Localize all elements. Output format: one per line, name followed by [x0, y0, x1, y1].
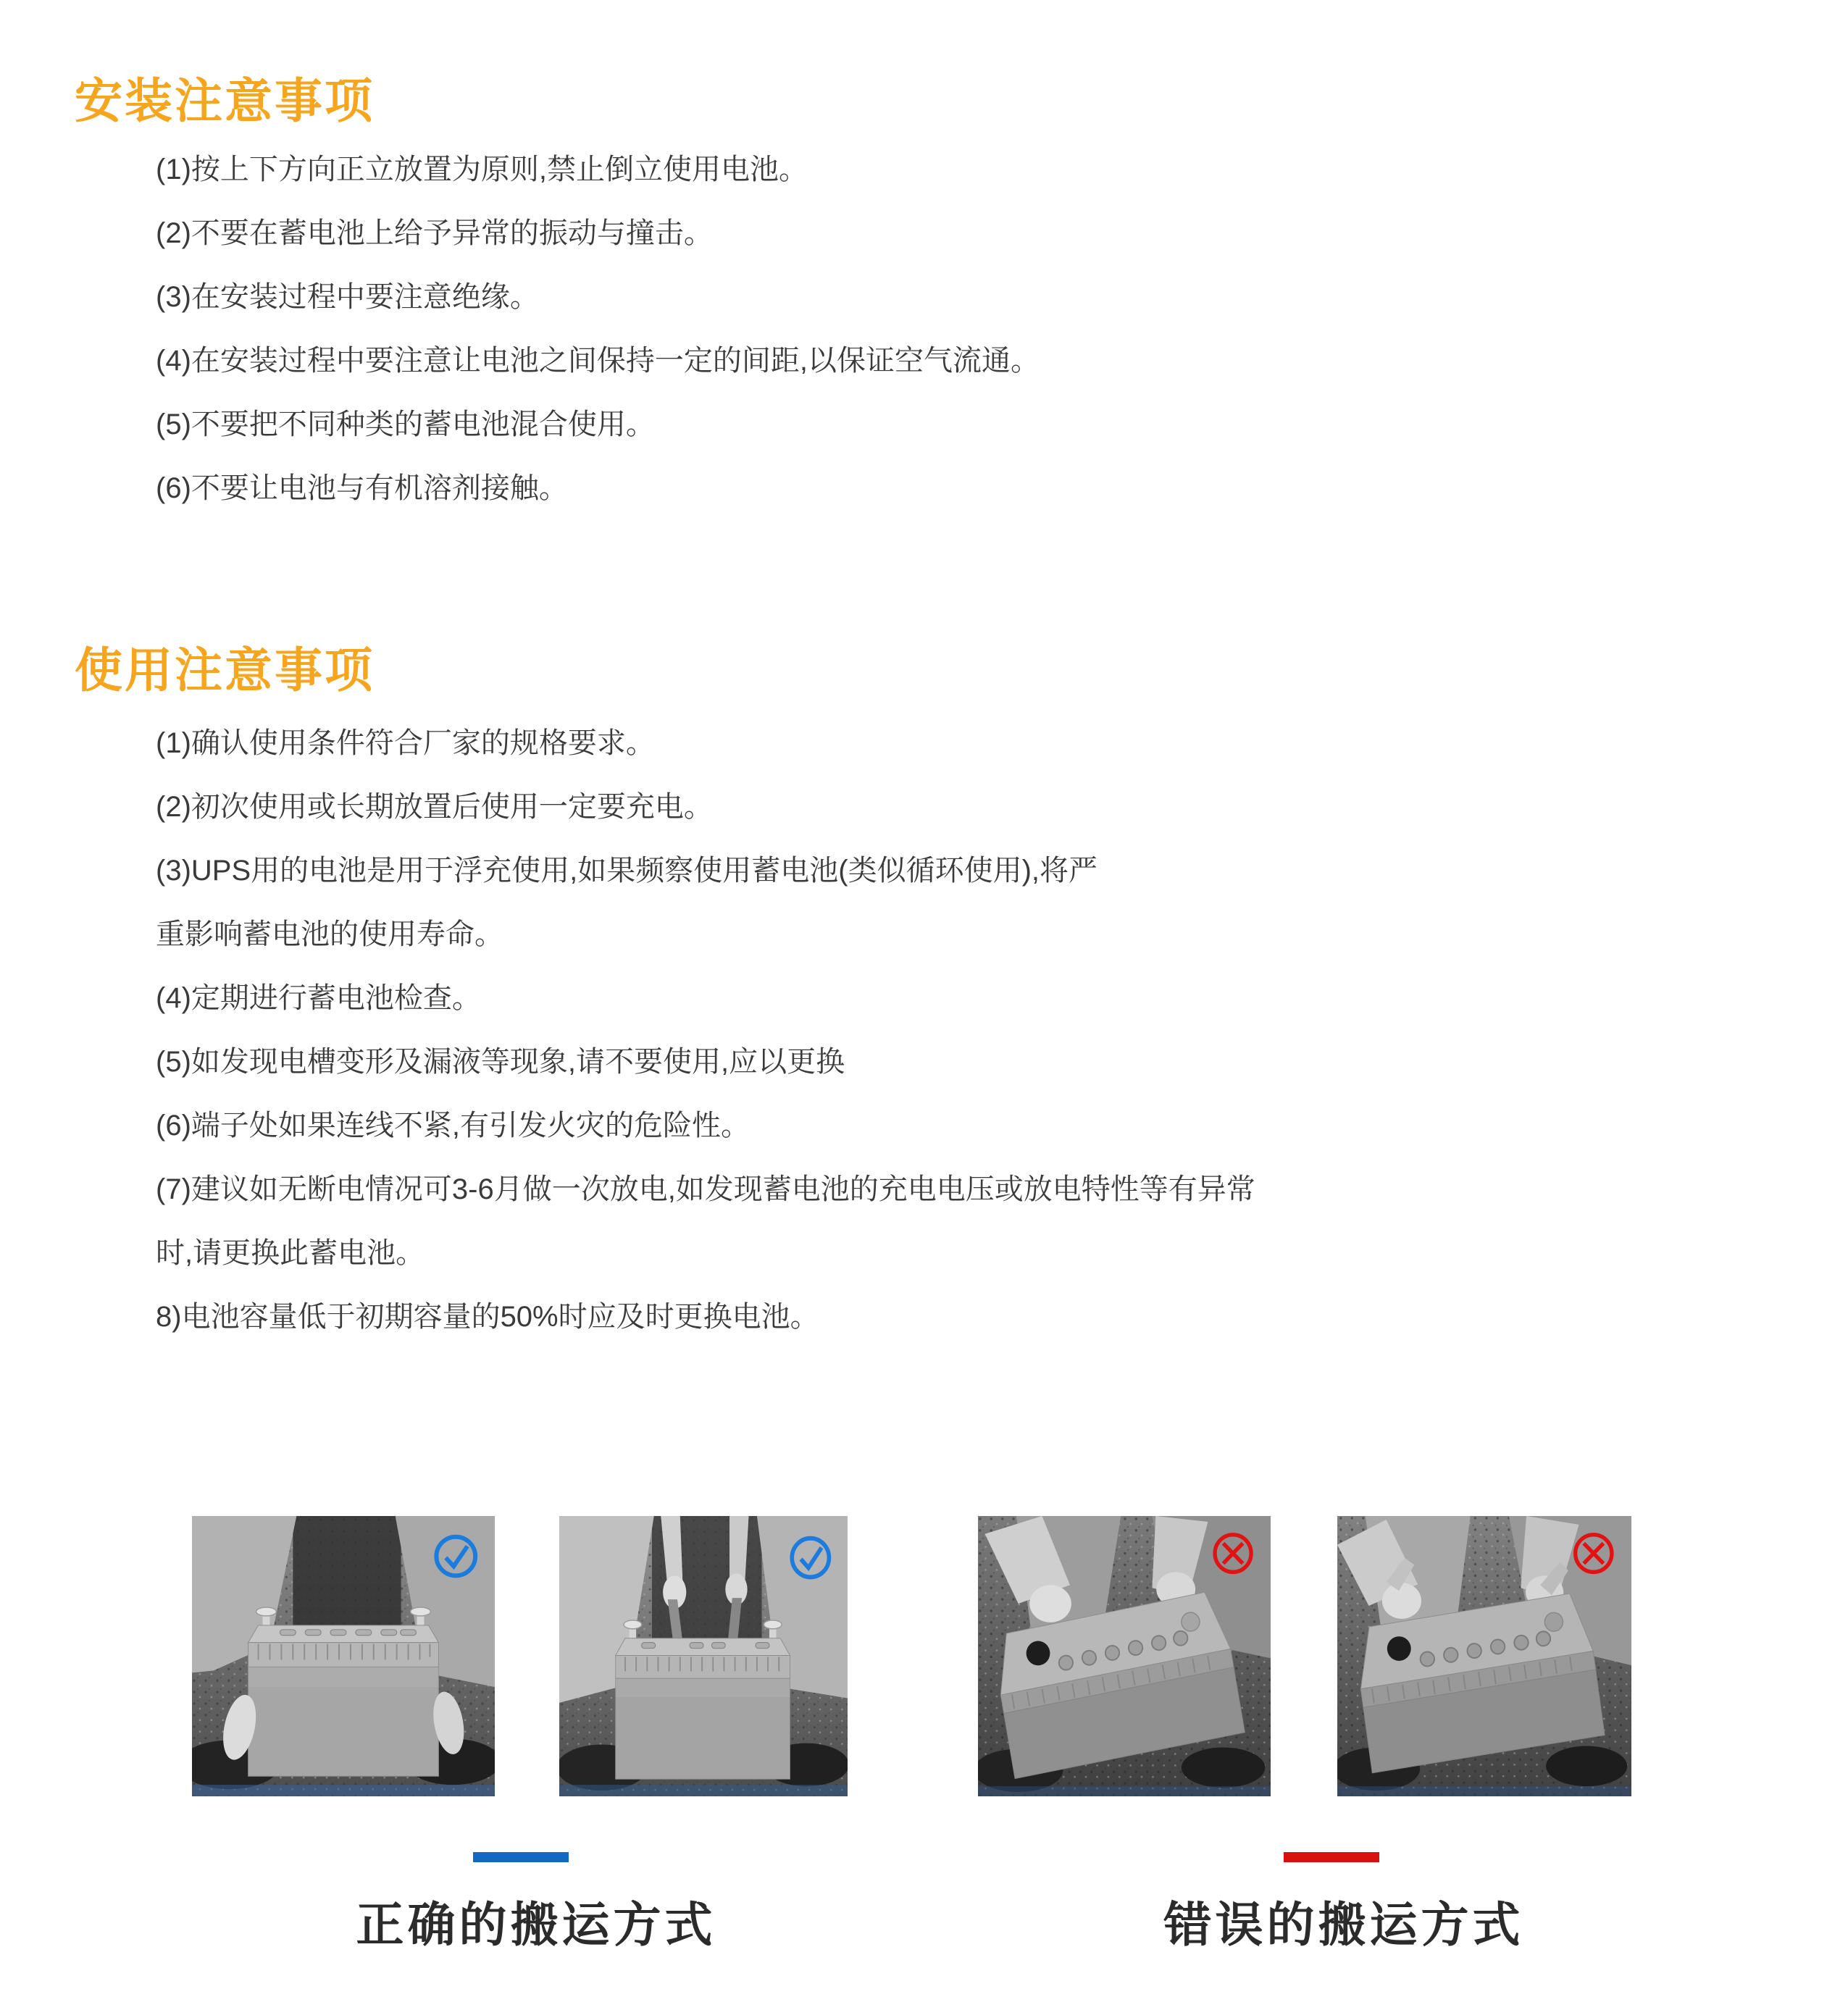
list-item: (2)初次使用或长期放置后使用一定要充电。 — [156, 791, 713, 823]
battery-terminal — [256, 1607, 277, 1616]
caption-wrong: 错误的搬运方式 — [1163, 1898, 1524, 1951]
photo-wrong-carry-tilted — [978, 1516, 1271, 1796]
photo-correct-carry-bottom — [192, 1516, 495, 1796]
section-heading-installation: 安装注意事项 — [75, 74, 375, 127]
shoe — [1182, 1748, 1265, 1788]
list-item: (7)建议如无断电情况可3-6月做一次放电,如发现蓄电池的充电电压或放电特性等有异常 — [156, 1173, 1255, 1205]
list-item: 8)电池容量低于初期容量的50%时应及时更换电池。 — [156, 1301, 819, 1333]
list-item: (4)定期进行蓄电池检查。 — [156, 982, 481, 1014]
photo-wrong-carry-terminals — [1337, 1516, 1631, 1796]
battery-terminal — [624, 1620, 642, 1629]
caption-underline-correct — [473, 1852, 569, 1862]
section-heading-usage: 使用注意事项 — [75, 643, 375, 697]
list-item: (6)端子处如果连线不紧,有引发火灾的危险性。 — [156, 1110, 750, 1142]
list-item: (4)在安装过程中要注意让电池之间保持一定的间距,以保证空气流通。 — [156, 345, 1040, 377]
battery-terminal — [411, 1607, 431, 1616]
hand — [1029, 1585, 1071, 1622]
battery-carry-photo — [978, 1516, 1271, 1796]
battery — [248, 1607, 439, 1776]
list-item: (5)如发现电槽变形及漏液等现象,请不要使用,应以更换 — [156, 1046, 845, 1078]
list-item: (2)不要在蓄电池上给予异常的振动与撞击。 — [156, 217, 713, 249]
hand — [1382, 1583, 1421, 1619]
photo-correct-carry-straps — [559, 1516, 848, 1796]
background-shadow — [293, 1516, 401, 1642]
list-item: 时,请更换此蓄电池。 — [156, 1237, 425, 1269]
caption-underline-wrong — [1284, 1852, 1379, 1862]
list-item: (6)不要让电池与有机溶剂接触。 — [156, 472, 568, 504]
list-item: (3)UPS用的电池是用于浮充使用,如果频察使用蓄电池(类似循环使用),将严 — [156, 855, 1097, 887]
list-item: (1)确认使用条件符合厂家的规格要求。 — [156, 727, 655, 759]
battery-terminal — [764, 1620, 782, 1629]
caption-correct: 正确的搬运方式 — [356, 1898, 716, 1951]
shoe — [1546, 1746, 1627, 1787]
list-item: 重影响蓄电池的使用寿命。 — [156, 918, 503, 950]
list-item: (3)在安装过程中要注意绝缘。 — [156, 281, 539, 313]
usage-precaution-list — [156, 711, 1255, 1349]
battery-carry-photo — [192, 1516, 495, 1796]
installation-precaution-list — [156, 138, 1040, 520]
list-item: (5)不要把不同种类的蓄电池混合使用。 — [156, 409, 655, 440]
battery-carry-photo — [1337, 1516, 1631, 1796]
list-item: (1)按上下方向正立放置为原则,禁止倒立使用电池。 — [156, 154, 808, 185]
battery-carry-photo — [559, 1516, 848, 1796]
battery — [616, 1620, 790, 1779]
